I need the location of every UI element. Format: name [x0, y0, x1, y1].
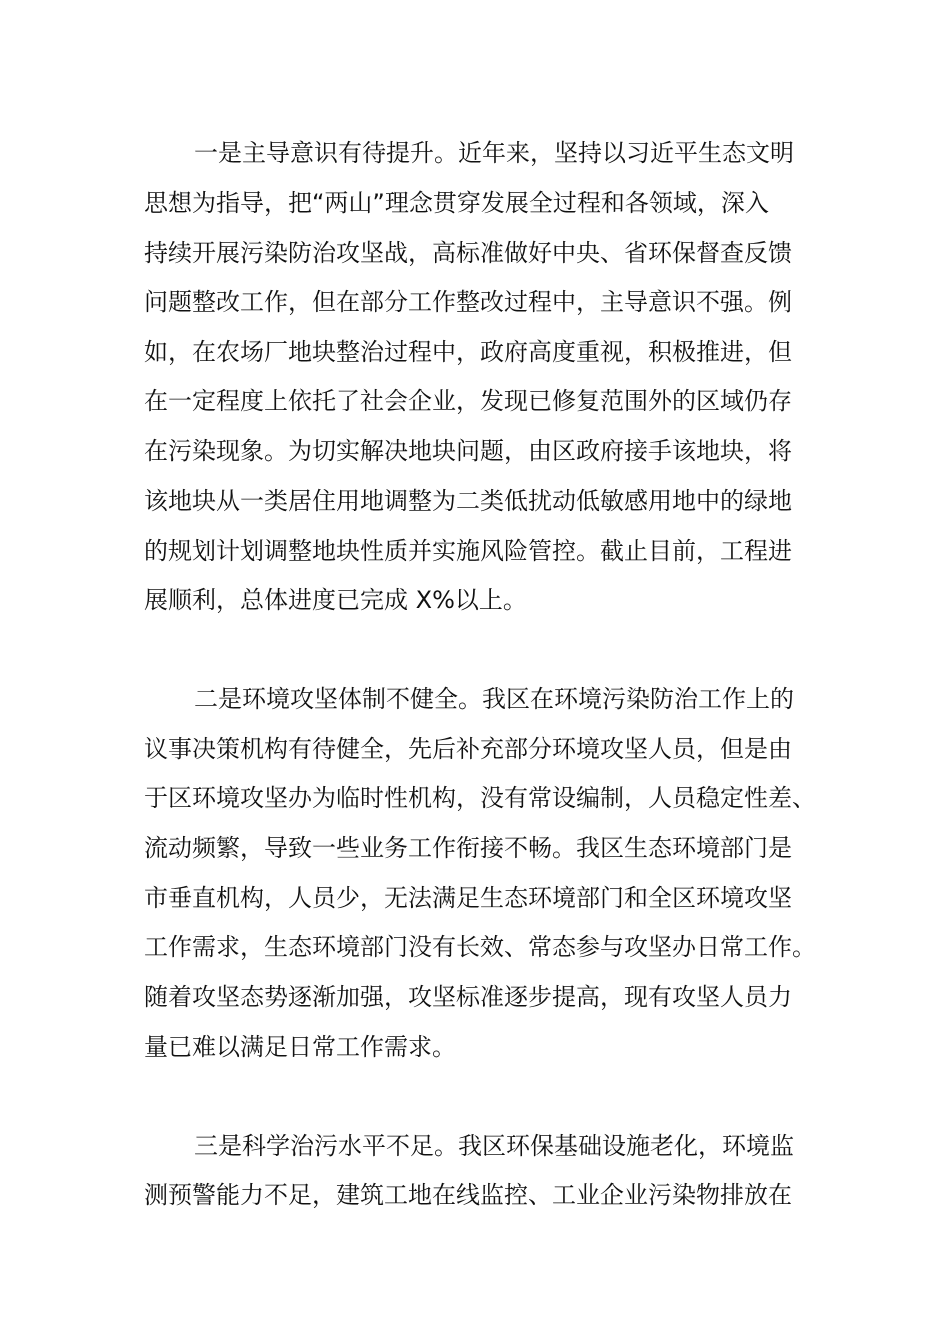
- paragraph-1-line-10: 展顺利，总体进度已完成 X%以上。: [144, 586, 527, 614]
- paragraph-1-line-7: 在污染现象。为切实解决地块问题，由区政府接手该地块，将: [144, 437, 792, 465]
- paragraph-2-line-5: 市垂直机构，人员少，无法满足生态环境部门和全区环境攻坚: [144, 884, 792, 912]
- paragraph-2-line-4: 流动频繁，导致一些业务工作衔接不畅。我区生态环境部门是: [144, 834, 792, 862]
- paragraph-1-line-5: 如，在农场厂地块整治过程中，政府高度重视，积极推进，但: [144, 338, 792, 366]
- paragraph-3-line-1: 三是科学治污水平不足。我区环保基础设施老化，环境监: [194, 1132, 794, 1160]
- paragraph-1-line-2: 思想为指导，把“两山”理念贯穿发展全过程和各领域，深入: [144, 189, 769, 217]
- paragraph-2-line-6: 工作需求，生态环境部门没有长效、常态参与攻坚办日常工作。: [144, 933, 816, 961]
- paragraph-2-line-7: 随着攻坚态势逐渐加强，攻坚标准逐步提高，现有攻坚人员力: [144, 983, 792, 1011]
- paragraph-3-line-2: 测预警能力不足，建筑工地在线监控、工业企业污染物排放在: [144, 1181, 792, 1209]
- paragraph-1-line-4: 问题整改工作，但在部分工作整改过程中，主导意识不强。例: [144, 288, 792, 316]
- paragraph-2-line-3: 于区环境攻坚办为临时性机构，没有常设编制，人员稳定性差、: [144, 784, 816, 812]
- paragraph-1-line-9: 的规划计划调整地块性质并实施风险管控。截止目前，工程进: [144, 537, 792, 565]
- paragraph-2-line-2: 议事决策机构有待健全，先后补充部分环境攻坚人员，但是由: [144, 735, 792, 763]
- paragraph-1-line-8: 该地块从一类居住用地调整为二类低扰动低敏感用地中的绿地: [144, 487, 792, 515]
- paragraph-1-line-1: 一是主导意识有待提升。近年来，坚持以习近平生态文明: [194, 139, 794, 167]
- paragraph-1-line-6: 在一定程度上依托了社会企业，发现已修复范围外的区域仍存: [144, 387, 792, 415]
- paragraph-1-line-3: 持续开展污染防治攻坚战，高标准做好中央、省环保督查反馈: [144, 239, 792, 267]
- paragraph-2-line-1: 二是环境攻坚体制不健全。我区在环境污染防治工作上的: [194, 685, 794, 713]
- paragraph-2-line-8: 量已难以满足日常工作需求。: [144, 1033, 456, 1061]
